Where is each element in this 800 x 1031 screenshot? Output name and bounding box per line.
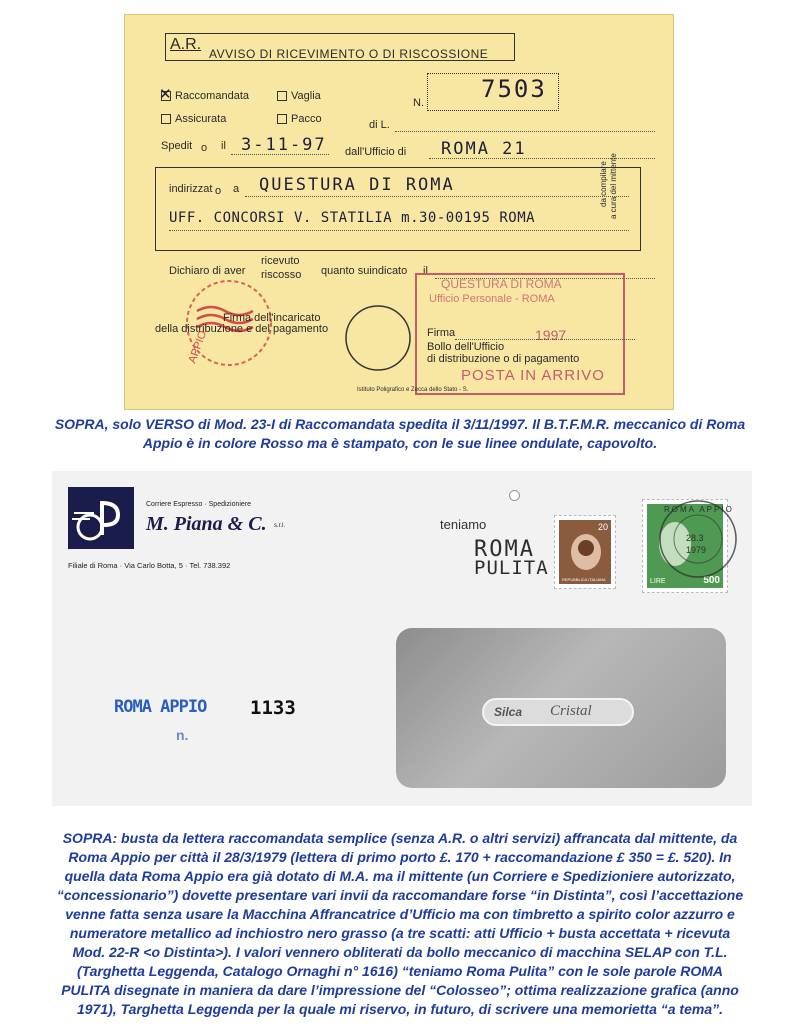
date-line [231,154,329,155]
indirizzat-label: indirizzat [169,183,213,195]
postal-card [124,14,674,410]
company-logo [68,487,134,549]
caption-envelope-line8: (Targhetta Leggenda, Catalogo Ornaghi n° 1616) “teniamo Roma Pulita” con le sole parole ROMA [76,963,724,979]
caption-envelope-line9: PULITA disegnate in maniera da dare l’impressione del “Colosseo”; ottima realizzazione grafica (anno [61,982,739,998]
address-line1-rule [245,196,629,197]
ricevuto-label: ricevuto [261,255,300,267]
firma-line [455,339,635,340]
il-label: il [221,140,226,152]
envelope [52,471,752,806]
caption-envelope [10,829,790,1019]
di-l-line [395,131,655,132]
firma-incaricato-1: Firma dell'incaricato [223,312,321,324]
cancel-number: 1133 [250,697,296,719]
number-label: N. [413,97,424,109]
motorcycle-courier-icon [68,487,134,549]
raccomandata-label: Raccomandata [175,90,249,102]
side-note-1: da compilare [599,161,608,207]
address-line1: QUESTURA DI ROMA [259,175,455,195]
questura-stamp-line2: Ufficio Personale - ROMA [429,293,555,305]
a-label: a [233,183,240,195]
company-small-text: Corriere Espresso · Spedizioniere [146,501,252,508]
indirizzat-o-label: o [215,185,222,197]
firma-incaricato-2: della distribuzione e del pagamento [155,323,329,335]
side-note-2: a cura del mittente [609,153,618,219]
bollo-label-2: di distribuzione o di pagamento [427,353,580,365]
caption-envelope-line1: SOPRA: busta da lettera raccomandata semplice (senza A.R. o altri servizi) affrancata dal mittente, da [62,830,738,846]
address-line2-rule [169,230,629,231]
questura-stamp-line1: QUESTURA DI ROMA [441,277,562,291]
vaglia-checkbox [277,91,287,101]
spedit-label: Spedit [161,140,193,152]
ufficio-value: ROMA 21 [441,139,527,159]
slogan-teniamo: teniamo [440,517,487,532]
caption-envelope-line5: venne fatta senza usare la Macchina Affrancatrice d’Ufficio ma con timbretto a spirito color azzurro e [65,906,735,922]
date-postmark-year: 1979 [686,545,707,555]
date-value: 3-11-97 [241,135,327,155]
date-postmark-city: ROMA APPIO [664,505,734,514]
di-l-label: di L. [369,119,390,131]
address-line2: UFF. CONCORSI V. STATILIA m.30-00195 ROMA [169,210,536,226]
caption-card [10,415,790,453]
ufficio-line [429,158,655,159]
number-value: 7503 [481,75,547,103]
company-suffix: s.r.l. [274,523,286,529]
caption-envelope-line7: Mod. 22-R <o Distinta>). I valori vennero obliterati da bollo meccanico di macchina SELAP con T.L. [72,944,728,960]
riscosso-label: riscosso [261,269,302,281]
slogan-roma: ROMA [474,537,535,562]
vaglia-label: Vaglia [291,90,321,102]
ufficio-label: dall'Ufficio di [345,146,407,158]
questura-stamp-arrivo: POSTA IN ARRIVO [461,367,605,384]
assicurata-checkbox [161,114,171,124]
quanto-label: quanto suindicato [321,265,408,277]
caption-envelope-line6: numeratore metallico ad inchiostro nero grasso (a tre scatti: atti Ufficio + busta accettata + ricevuta [69,925,731,941]
company-name: M. Piana & C. [146,513,267,535]
red-postmark-text: APPIO [186,329,210,365]
printer-label: Istituto Poligrafico e Zecca dello Stato - S. [357,387,469,393]
quanto-il-label: il [423,265,428,277]
stamp-siracusana [554,515,616,589]
stamp-green-label: LIRE [650,578,666,585]
stamp-siracusana-country: REPUBBLICA ITALIANA [562,577,606,582]
window-brand-badge [482,698,634,726]
window-brand-silca: Silca [494,705,523,719]
cancel-roma-appio: ROMA APPIO [114,697,207,717]
bollo-label-1: Bollo dell'Ufficio [427,341,505,353]
date-postmark-date: 28.3 [686,533,704,543]
caption-envelope-line3: quella data Roma Appio era già dotato di M.A. ma il mittente (un Corriere e Spedizioniere autorizzato, [64,868,736,884]
caption-envelope-line4: “concessionario”) dovette presentare vari invii da raccomandare forse “in Distinta”, così l’accettazione [56,887,744,903]
cancel-n: n. [176,727,189,743]
stamp-siracusana-value: 20 [597,522,608,532]
header-ar: A.R. [170,36,202,53]
envelope-window [396,628,726,788]
questura-stamp-date: 1997 [535,327,567,343]
stamp-green-value: 500 [703,575,720,586]
pacco-label: Pacco [291,113,322,125]
spedit-o-label: o [201,142,208,154]
firma-label: Firma [427,327,456,339]
window-brand-cristal: Cristal [550,703,592,719]
bollo-circle-icon [343,303,413,373]
caption-envelope-line10: 1971), Targhetta Leggenda per la quale mi riservo, in futuro, di scrivere una memorietta “a tema”. [76,1001,723,1017]
raccomandata-check-mark: ✕ [159,86,172,103]
caption-card-line1: SOPRA, solo VERSO di Mod. 23-I di Raccomandata spedita il 3/11/1997. Il B.T.F.M.R. meccanico di Roma [54,416,746,432]
slogan-pulita: PULITA [474,557,549,579]
punch-hole [509,490,520,501]
pacco-checkbox [277,114,287,124]
caption-envelope-line2: Roma Appio per città il 28/3/1979 (lettera di primo porto £. 170 + raccomandazione £ 350 = £. 520). In [68,849,732,865]
company-address: Filiale di Roma · Via Carlo Botta, 5 · Tel. 738.392 [68,561,231,570]
assicurata-label: Assicurata [175,113,227,125]
stamp-siracusana-design [559,520,611,584]
caption-card-line2: Appio è in colore Rosso ma è stampato, con le sue linee ondulate, capovolto. [142,435,658,451]
dichiaro-label: Dichiaro di aver [169,265,246,277]
header-title: AVVISO DI RICEVIMENTO O DI RISCOSSIONE [209,47,489,61]
